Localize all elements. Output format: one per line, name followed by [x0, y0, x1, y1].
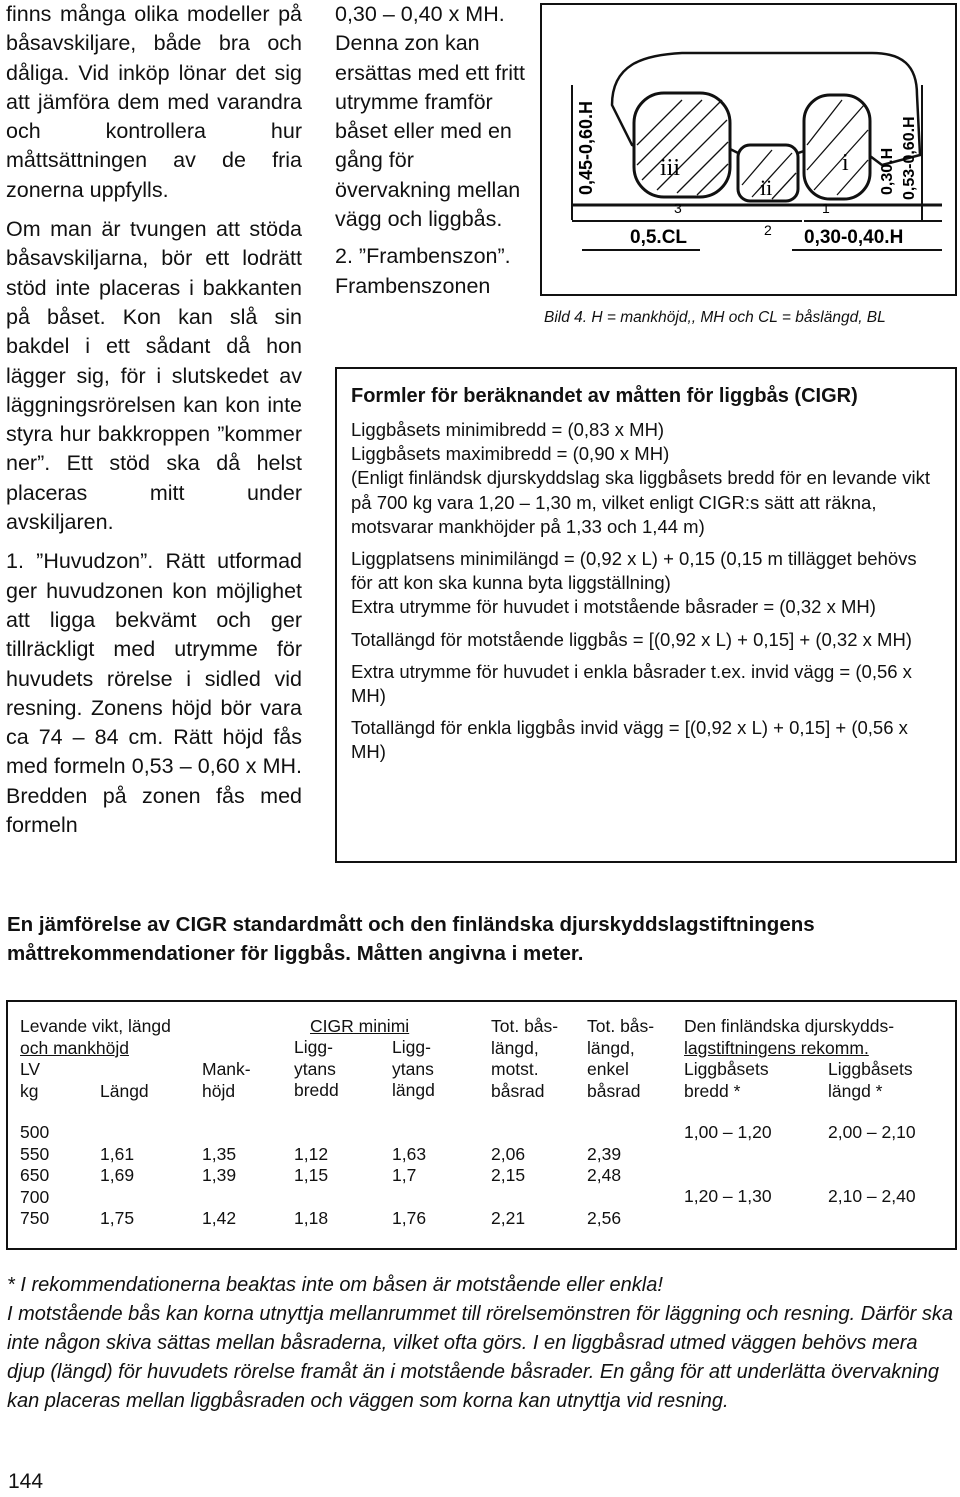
zone-number: 2 [764, 222, 772, 238]
footnote-text: I motstående bås kan korna utnyttja mellanrummet till rörelsemönstren för läggning och resning. Därför ska inte någon skiva sättas mellan båsraderna, vilket ofta görs. I en liggbåsrad utmed väggen behövs mera djup (längd) för huvudets rörelse framåt än i motstående båsrader. En gång för att underlätta övervakning kan placeras mellan liggbåsraden och väggen som korna kan utnyttja vid resning. [7, 1303, 954, 1412]
formula-block: Totallängd för motstående liggbås = [(0,92 x L) + 0,15] + (0,32 x MH) [351, 628, 912, 650]
col-tot-motst: 2,06 2,15 2,21 [491, 1143, 526, 1229]
header-ligg-langd: Ligg- ytans längd [392, 1037, 435, 1101]
cow-stall-drawing [542, 5, 955, 294]
table-heading: En jämförelse av CIGR standardmått och den finländska djurskyddslagstiftningens måttrekommendationer för liggbås. Måtten angivna i meter. [7, 913, 815, 965]
header-fin-bredd: Liggbåsets bredd * [684, 1059, 769, 1101]
comparison-table [6, 1000, 957, 1250]
cell-fin-bredd-1: 1,00 – 1,20 [684, 1122, 772, 1142]
col-langd: 1,61 1,69 1,75 [100, 1143, 135, 1229]
cell-fin-bredd-2: 1,20 – 1,30 [684, 1186, 772, 1206]
col-mank: 1,35 1,39 1,42 [202, 1143, 237, 1229]
header-fin-langd: Liggbåsets längd * [828, 1059, 913, 1101]
zone-label: iii [660, 155, 681, 181]
header-ligg-bredd: Ligg- ytans bredd [294, 1037, 339, 1101]
middle-text-column [335, 0, 525, 309]
formula-title: Formler för beräknandet av måtten för liggbås (CIGR) [351, 385, 858, 407]
footnote [7, 1271, 959, 1416]
header-tot-enkel: Tot. bås- längd, enkel båsrad [587, 1016, 655, 1101]
formula-line: (Enligt finländsk djurskyddslag ska liggbåsets bredd för en levande vikt på 700 kg vara 1,20 – 1,30 m, vilket enligt CIGR:s sätt att räkna, motsvarar mankhöjder på 1,33 och 1,44 m) [351, 467, 930, 537]
formula-line: Liggbåsets maximibredd = (0,90 x MH) [351, 443, 670, 465]
header-lv: LV kg [20, 1059, 41, 1101]
formula-line: Liggbåsets minimibredd = (0,83 x MH) [351, 419, 665, 440]
paragraph: 2. ”Frambenszon”. Frambenszonen [335, 244, 511, 298]
header-fin: Den finländska djurskydds- lagstiftningens rekomm. [684, 1016, 895, 1058]
dim-label: 0,30.H [879, 147, 896, 195]
zone-label: i [842, 150, 849, 176]
cell-fin-langd-1: 2,00 – 2,10 [828, 1122, 916, 1142]
formula-block: Extra utrymme för huvudet i enkla båsrader t.ex. invid vägg = (0,56 x MH) [351, 660, 912, 707]
dim-label: 0,5.CL [630, 227, 688, 248]
col-lv: 500 550 650 700 750 [20, 1122, 50, 1229]
header-lv-group: Levande vikt, längd och mankhöjd [20, 1016, 171, 1058]
zone-label: ii [760, 175, 773, 200]
col-ligg-langd: 1,63 1,7 1,76 [392, 1143, 427, 1229]
dim-label: 0,53-0,60.H [901, 116, 918, 200]
formula-block [351, 547, 941, 620]
header-langd: Längd [100, 1081, 149, 1101]
formula-line: Extra utrymme för huvudet i motstående båsrader = (0,32 x MH) [351, 596, 876, 618]
col-ligg-bredd: 1,12 1,15 1,18 [294, 1143, 329, 1229]
dim-label: 0,30-0,40.H [804, 227, 904, 248]
paragraph: Om man är tvungen att stöda båsavskiljarna, bör ett lodrätt stöd inte placeras i bakkanten på båset. Kon kan slå sin bakdel i ett sådant då hon lägger sig, för i slutskedet av läggningsrörelsen kan kon inte styra hur bakkroppen ”kommer ner”. Ett stöd ska då helst placeras mitt under avskiljaren. [6, 217, 302, 535]
header-mank: Mank- höjd [202, 1059, 251, 1101]
zone-number: 3 [674, 200, 682, 216]
left-text-column [6, 0, 302, 850]
paragraph: finns många olika modeller på båsavskiljare, både bra och dåliga. Vid inköp lönar det sig att jämföra dem med varandra och kontrollera hur måttsättningen av de fria zonerna uppfylls. [6, 2, 302, 202]
formula-block: Totallängd för enkla liggbås invid vägg = [(0,92 x L) + 0,15] + (0,56 x MH) [351, 717, 908, 763]
header-tot-motst: Tot. bås- längd, motst. båsrad [491, 1016, 559, 1101]
page-number: 144 [8, 1470, 44, 1493]
cell-fin-langd-2: 2,10 – 2,40 [828, 1186, 916, 1206]
figure-caption: Bild 4. H = mankhöjd,, MH och CL = båslängd, BL [544, 309, 886, 326]
paragraph: 1. ”Huvudzon”. Rätt utformad ger huvudzonen kon möjlighet att ligga bekvämt och ger tillräckligt med utrymme för huvudets rörelse i sidled vid resning. Zonens höjd bör vara ca 74 – 84 cm. Rätt höjd fås med formeln 0,53 – 0,60 x MH. Bredden på zonen fås med formeln [6, 549, 302, 838]
header-cigr: CIGR minimi [310, 1016, 410, 1036]
formula-box [335, 367, 957, 863]
formula-block [351, 418, 941, 539]
col-tot-enkel: 2,39 2,48 2,56 [587, 1143, 622, 1229]
cow-stall-figure [540, 3, 957, 296]
footnote-line: * I rekommendationerna beaktas inte om båsen är motstående eller enkla! [7, 1274, 663, 1296]
zone-number: 1 [822, 200, 830, 216]
formula-line: Liggplatsens minimilängd = (0,92 x L) + 0,15 (0,15 m tillägget behövs för att kon ska kunna byta liggställning) [351, 548, 917, 594]
paragraph: 0,30 – 0,40 x MH. Denna zon kan ersättas med ett fritt utrymme framför båset eller med en gång för övervakning mellan vägg och liggbås. [335, 2, 525, 232]
dim-label: 0,45-0,60.H [576, 100, 596, 195]
